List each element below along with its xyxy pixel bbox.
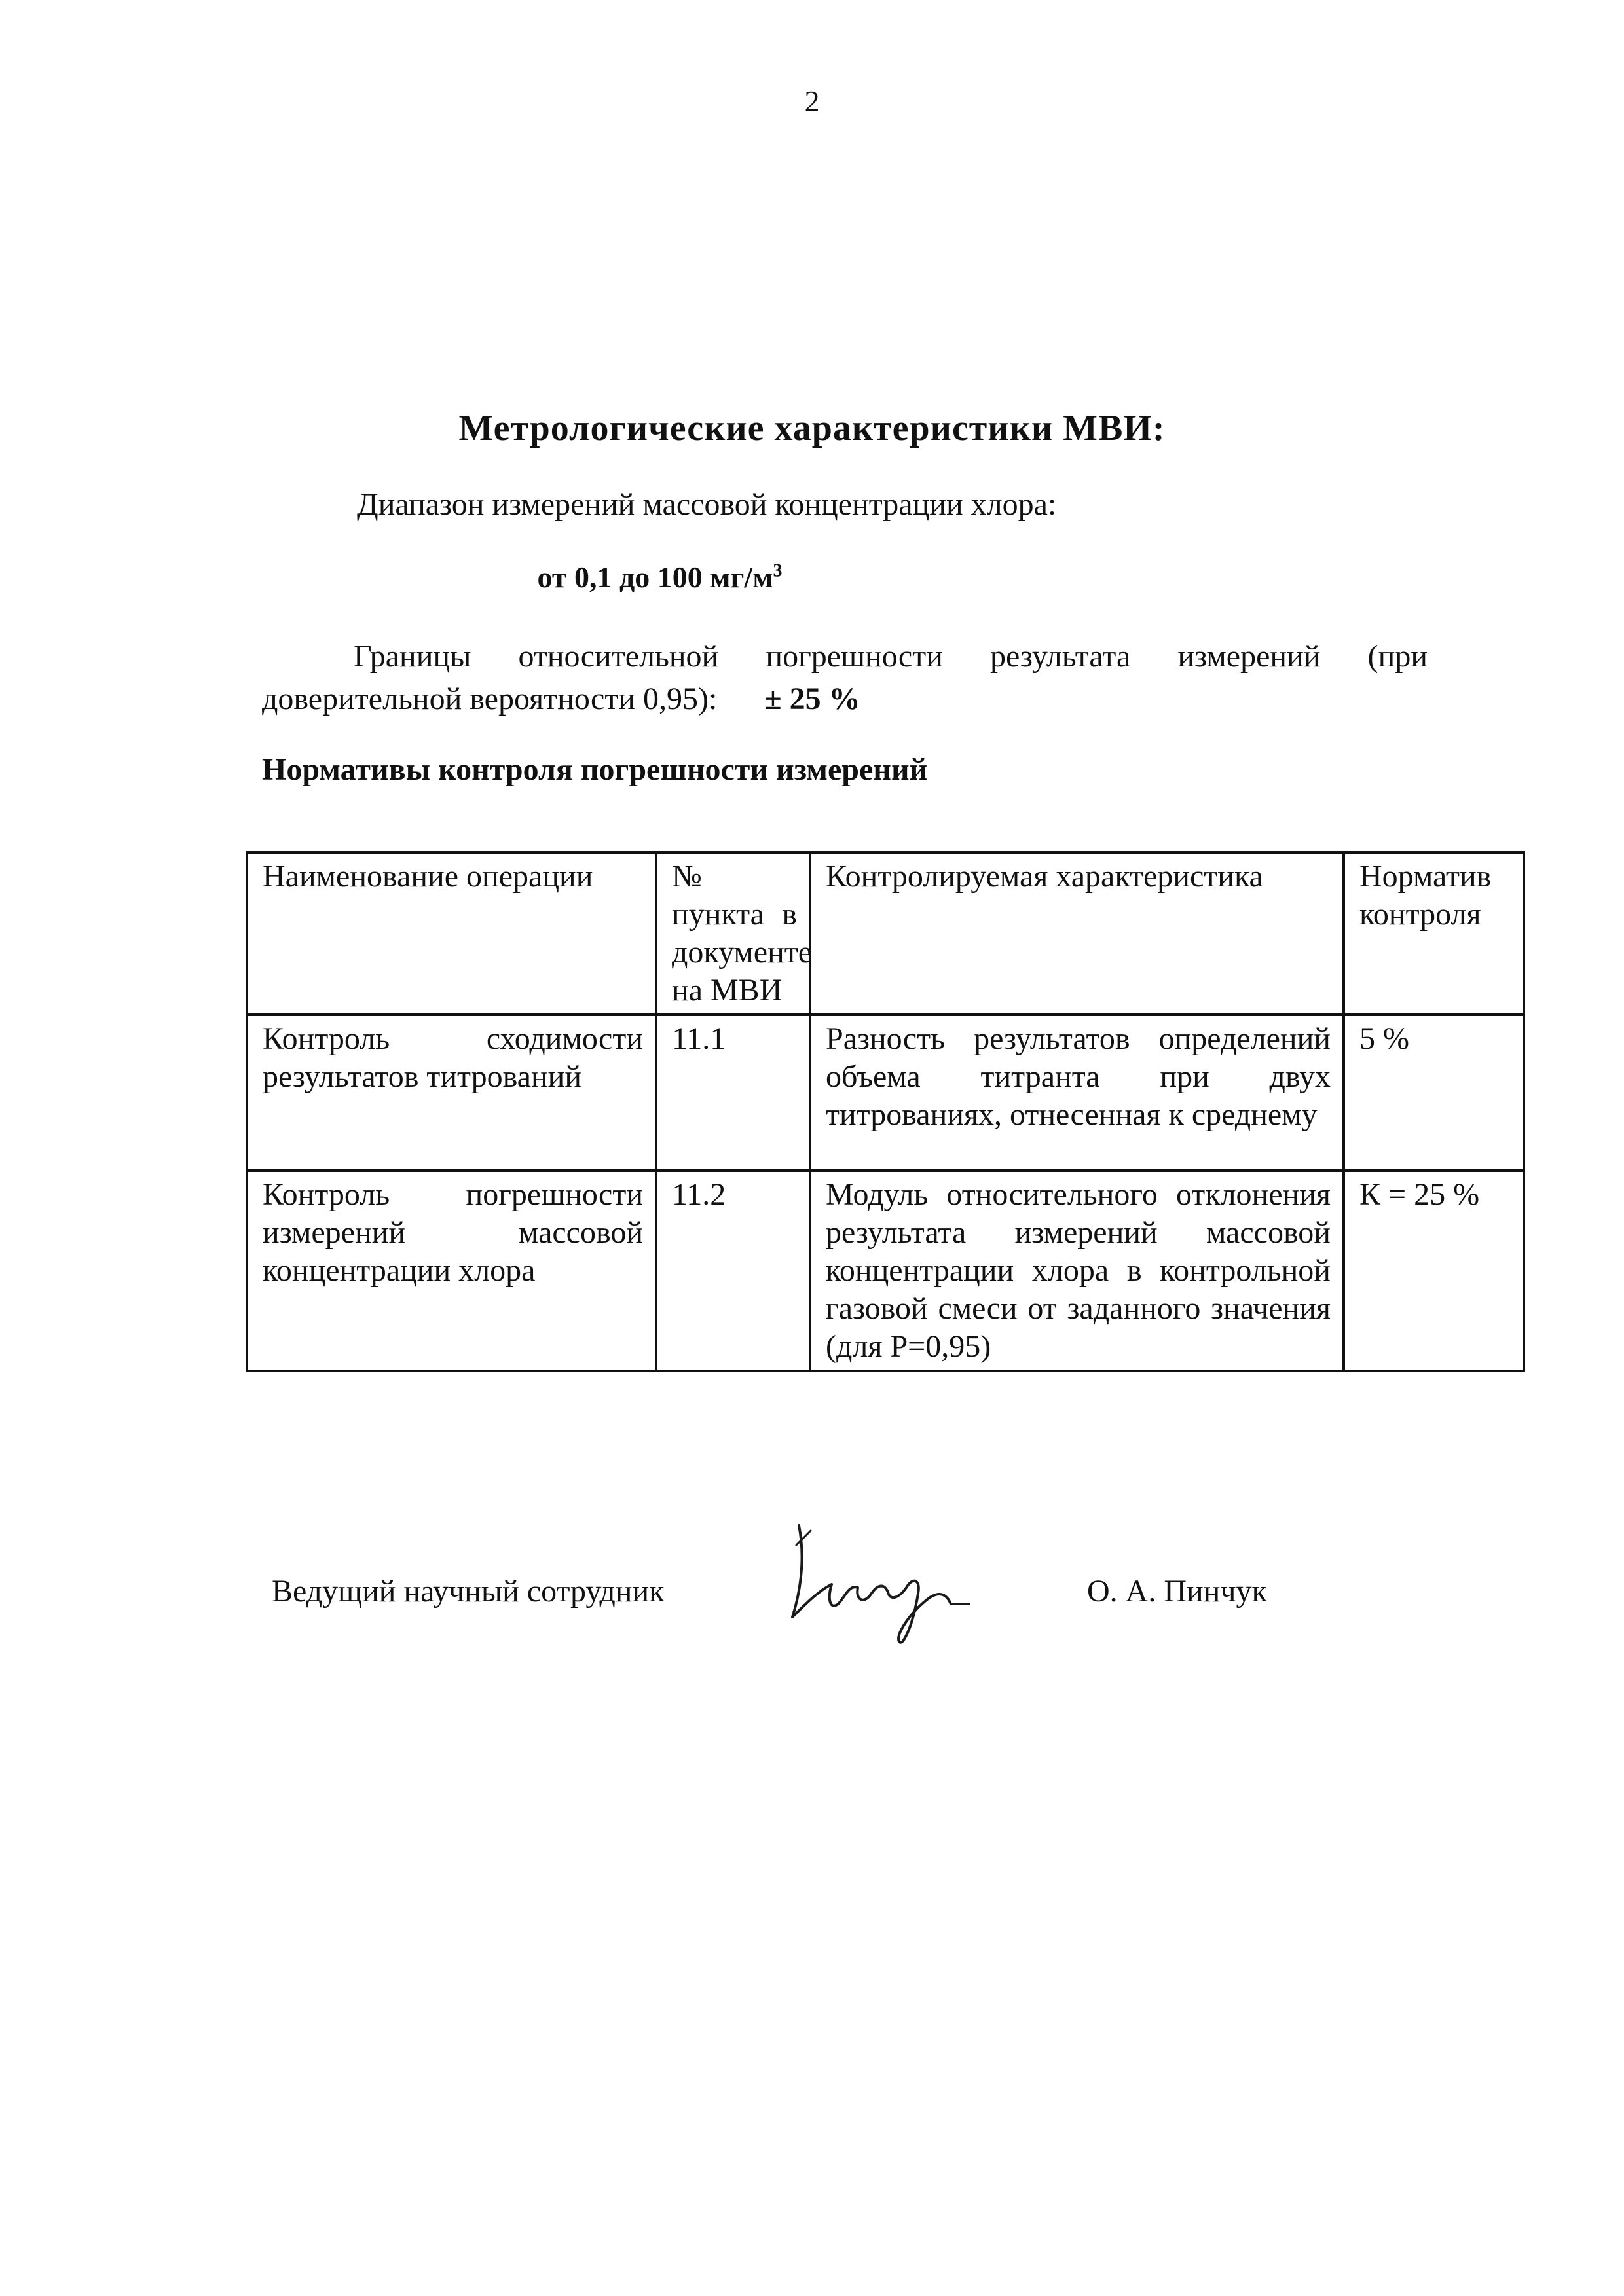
- range-value-text: от 0,1 до 100 мг/м: [537, 560, 773, 594]
- row-norm: К = 25 %: [1344, 1171, 1524, 1371]
- error-bounds-line-2: [262, 681, 860, 717]
- norms-table: [246, 851, 1525, 1372]
- row-characteristic: Модуль относительного отклонения результата измерений массовой концентрации хлора в контрольной газовой смеси от заданного значения (для Р=0,95): [810, 1171, 1344, 1371]
- header-characteristic: Контролируемая характеристика: [810, 852, 1344, 1015]
- handwritten-signature: [773, 1506, 989, 1656]
- table-row: [247, 1015, 1524, 1171]
- row-norm: 5 %: [1344, 1015, 1524, 1171]
- row-clause: 11.1: [656, 1015, 810, 1171]
- error-bounds-line-1: Границы относительной погрешности результата измерений (при: [354, 639, 1428, 674]
- row-operation: Контроль сходимости результатов титрований: [247, 1015, 656, 1171]
- norms-section-title: Нормативы контроля погрешности измерений: [262, 752, 928, 787]
- table-row: [247, 1171, 1524, 1371]
- range-value-superscript: 3: [773, 560, 783, 581]
- signatory-name: О. А. Пинчук: [1087, 1574, 1267, 1609]
- row-operation: Контроль погрешности измерений массовой концентрации хлора: [247, 1171, 656, 1371]
- table-header-row: [247, 852, 1524, 1015]
- signatory-role: Ведущий научный сотрудник: [272, 1574, 665, 1609]
- row-characteristic: Разность результатов определений объема титранта при двух титрованиях, отнесенная к среднему: [810, 1015, 1344, 1171]
- page-number: 2: [804, 84, 820, 118]
- header-clause: № пункта в документе на МВИ: [656, 852, 810, 1015]
- error-bounds-label: доверительной вероятности 0,95):: [262, 682, 718, 716]
- header-norm: Норматив контроля: [1344, 852, 1524, 1015]
- header-operation: Наименование операции: [247, 852, 656, 1015]
- measurement-range-label: Диапазон измерений массовой концентрации хлора:: [357, 487, 1057, 522]
- measurement-range-value: [0, 560, 1320, 594]
- row-clause: 11.2: [656, 1171, 810, 1371]
- page-title: Метрологические характеристики МВИ:: [458, 408, 1166, 448]
- error-bounds-value: ± 25 %: [764, 682, 860, 716]
